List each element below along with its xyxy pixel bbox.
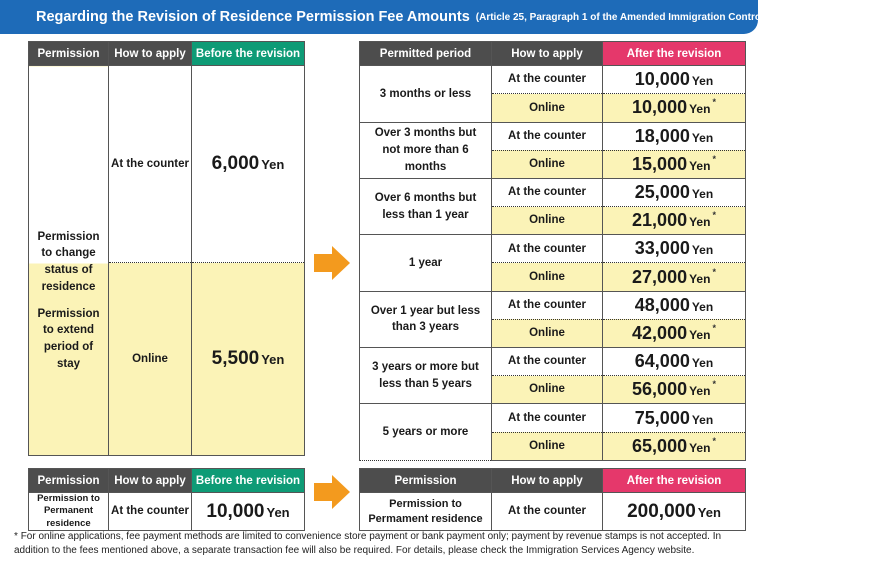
online-fee: 10,000 Yen * (603, 94, 746, 122)
perm-left-header-permission: Permission (29, 469, 109, 493)
page-subtitle: (Article 25, Paragraph 1 of the Amended Immigration Control Act Enforcement Order) (475, 11, 880, 23)
permission-change-status: Permission to change status of residence (37, 230, 100, 293)
perm-right-header-how-to-apply: How to apply (492, 469, 603, 493)
perm-right-method: At the counter (492, 493, 603, 531)
left-counter-fee (192, 66, 305, 263)
footnote-star: * (14, 531, 18, 542)
counter-fee: 48,000 Yen (603, 291, 746, 319)
period-cell: 5 years or more (360, 404, 492, 461)
perm-right-header-after-revision: After the revision (603, 469, 746, 493)
online-method: Online (492, 94, 603, 122)
counter-method: At the counter (492, 291, 603, 319)
online-method: Online (492, 376, 603, 404)
perm-left-header-how-to-apply: How to apply (109, 469, 192, 493)
period-cell: Over 1 year but less than 3 years (360, 291, 492, 347)
right-header-permitted-period: Permitted period (360, 42, 492, 66)
left-permission-cell (29, 66, 109, 456)
left-fee-table (28, 41, 305, 456)
online-fee: 42,000 Yen * (603, 319, 746, 347)
counter-fee: 25,000 Yen (603, 178, 746, 206)
online-method: Online (492, 150, 603, 178)
online-fee: 27,000 Yen * (603, 263, 746, 291)
online-method: Online (492, 432, 603, 460)
counter-method: At the counter (492, 66, 603, 94)
perm-left-header-before-revision: Before the revision (192, 469, 305, 493)
perm-right-fee: 200,000 Yen (603, 493, 746, 531)
counter-method: At the counter (492, 404, 603, 432)
permanent-before-table (28, 468, 305, 531)
perm-right-header-permission: Permission (360, 469, 492, 493)
perm-right-permission: Permission to Permament residence (360, 493, 492, 531)
counter-method: At the counter (492, 178, 603, 206)
online-fee: 21,000 Yen * (603, 207, 746, 235)
online-fee: 15,000 Yen * (603, 150, 746, 178)
page-title: Regarding the Revision of Residence Permission Fee Amounts (36, 9, 470, 25)
perm-left-fee: 10,000 Yen (192, 493, 305, 531)
left-online-amount: 5,500 Yen (211, 348, 285, 369)
period-cell: Over 3 months but not more than 6 months (360, 122, 492, 178)
online-fee: 56,000 Yen * (603, 376, 746, 404)
period-cell: 3 years or more but less than 5 years (360, 348, 492, 404)
counter-method: At the counter (492, 348, 603, 376)
arrow-right-head-icon-perm (332, 475, 350, 509)
right-fee-table (359, 41, 746, 461)
left-header-how-to-apply: How to apply (109, 42, 192, 66)
period-cell: Over 6 months but less than 1 year (360, 178, 492, 234)
period-cell: 1 year (360, 235, 492, 291)
footnote-text: For online applications, fee payment methods are limited to convenience store payment or bank payment only; payment by revenue stamps is not accepted. In addition to the fees mentioned above, a separate transaction fee will also be required. For details, please check the Immigration Services Agency website. (14, 531, 722, 556)
perm-left-permission: Permission to Permanent residence (29, 493, 109, 531)
arrow-right-head-icon (332, 246, 350, 280)
counter-fee: 18,000 Yen (603, 122, 746, 150)
left-header-before-revision: Before the revision (192, 42, 305, 66)
period-cell: 3 months or less (360, 66, 492, 122)
counter-fee: 64,000 Yen (603, 348, 746, 376)
arrow-right-icon-perm (314, 483, 334, 501)
arrow-right-icon (314, 254, 334, 272)
counter-method: At the counter (492, 235, 603, 263)
left-online-fee (192, 263, 305, 456)
left-counter-method: At the counter (109, 66, 192, 263)
online-method: Online (492, 263, 603, 291)
online-method: Online (492, 319, 603, 347)
perm-left-method: At the counter (109, 493, 192, 531)
title-bar (0, 0, 880, 34)
counter-method: At the counter (492, 122, 603, 150)
footnote (14, 530, 748, 558)
right-header-after-revision: After the revision (603, 42, 746, 66)
permanent-after-table (359, 468, 746, 531)
right-header-how-to-apply: How to apply (492, 42, 603, 66)
left-counter-amount: 6,000 Yen (211, 153, 285, 174)
left-header-permission: Permission (29, 42, 109, 66)
online-fee: 65,000 Yen * (603, 432, 746, 460)
online-method: Online (492, 207, 603, 235)
counter-fee: 33,000 Yen (603, 235, 746, 263)
counter-fee: 75,000 Yen (603, 404, 746, 432)
permission-extend-stay: Permission to extend period of stay (37, 307, 100, 370)
counter-fee: 10,000 Yen (603, 66, 746, 94)
left-online-method: Online (109, 263, 192, 456)
